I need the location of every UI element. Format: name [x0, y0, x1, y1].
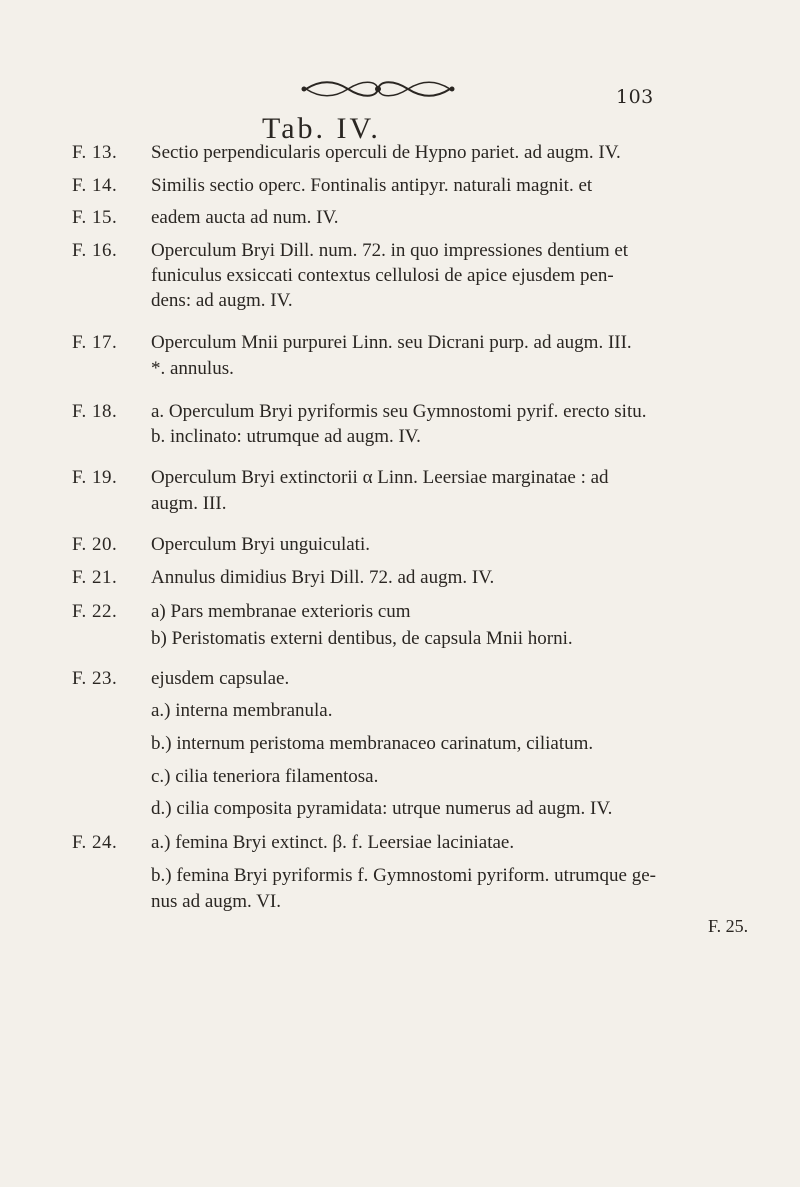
entry-text: Operculum Bryi Dill. num. 72. in quo impressiones dentium et: [151, 240, 629, 261]
entry-text: a. Operculum Bryi pyriformis seu Gymnostomi pyrif. erecto situ.: [151, 401, 647, 422]
entry-text: Annulus dimidius Bryi Dill. 72. ad augm. IV.: [151, 567, 495, 588]
figure-label: F. 15.: [72, 207, 118, 228]
entry-text: a.) interna membranula.: [151, 700, 333, 721]
entry-text: funiculus exsiccati contextus cellulosi de apice ejusdem pen-: [151, 265, 614, 286]
entry-text: nus ad augm. VI.: [151, 891, 281, 912]
entry-text: Operculum Mnii purpurei Linn. seu Dicrani purp. ad augm. III.: [151, 332, 632, 353]
entry-text: augm. III.: [151, 493, 227, 514]
entry-text: ejusdem capsulae.: [151, 668, 290, 689]
entry-text: b.) femina Bryi pyriformis f. Gymnostomi pyriform. utrumque ge-: [151, 865, 656, 886]
figure-label: F. 16.: [72, 240, 118, 261]
entry-text: b. inclinato: utrumque ad augm. IV.: [151, 426, 421, 447]
entry-text: b) Peristomatis externi dentibus, de capsula Mnii horni.: [151, 628, 573, 649]
figure-label: F. 18.: [72, 401, 118, 422]
entry-text: Operculum Bryi extinctorii α Linn. Leersiae marginatae : ad: [151, 467, 609, 488]
entry-text: *. annulus.: [151, 358, 234, 379]
figure-label: F. 13.: [72, 142, 118, 163]
entry-text: Similis sectio operc. Fontinalis antipyr. naturali magnit. et: [151, 175, 593, 196]
figure-label: F. 19.: [72, 467, 118, 488]
figure-label: F. 17.: [72, 332, 118, 353]
figure-label: F. 24.: [72, 832, 118, 853]
catchword: F. 25.: [708, 916, 749, 936]
figure-label: F. 20.: [72, 534, 118, 555]
entry-text: b.) internum peristoma membranaceo carinatum, ciliatum.: [151, 733, 594, 754]
figure-label: F. 22.: [72, 601, 118, 622]
figure-label: F. 21.: [72, 567, 118, 588]
header-ornament: [300, 78, 456, 100]
figure-label: F. 23.: [72, 668, 118, 689]
entry-text: Sectio perpendicularis operculi de Hypno pariet. ad augm. IV.: [151, 142, 621, 163]
entry-text: a) Pars membranae exterioris cum: [151, 601, 411, 622]
entry-text: Operculum Bryi unguiculati.: [151, 534, 370, 555]
entry-text: dens: ad augm. IV.: [151, 290, 293, 311]
page-number: 103: [616, 86, 654, 108]
entry-text: a.) femina Bryi extinct. β. f. Leersiae laciniatae.: [151, 832, 515, 853]
plate-title: Tab. IV.: [262, 112, 381, 145]
entry-text: eadem aucta ad num. IV.: [151, 207, 339, 228]
entry-text: d.) cilia composita pyramidata: utrque numerus ad augm. IV.: [151, 798, 613, 819]
entry-text: c.) cilia teneriora filamentosa.: [151, 766, 379, 787]
figure-label: F. 14.: [72, 175, 118, 196]
